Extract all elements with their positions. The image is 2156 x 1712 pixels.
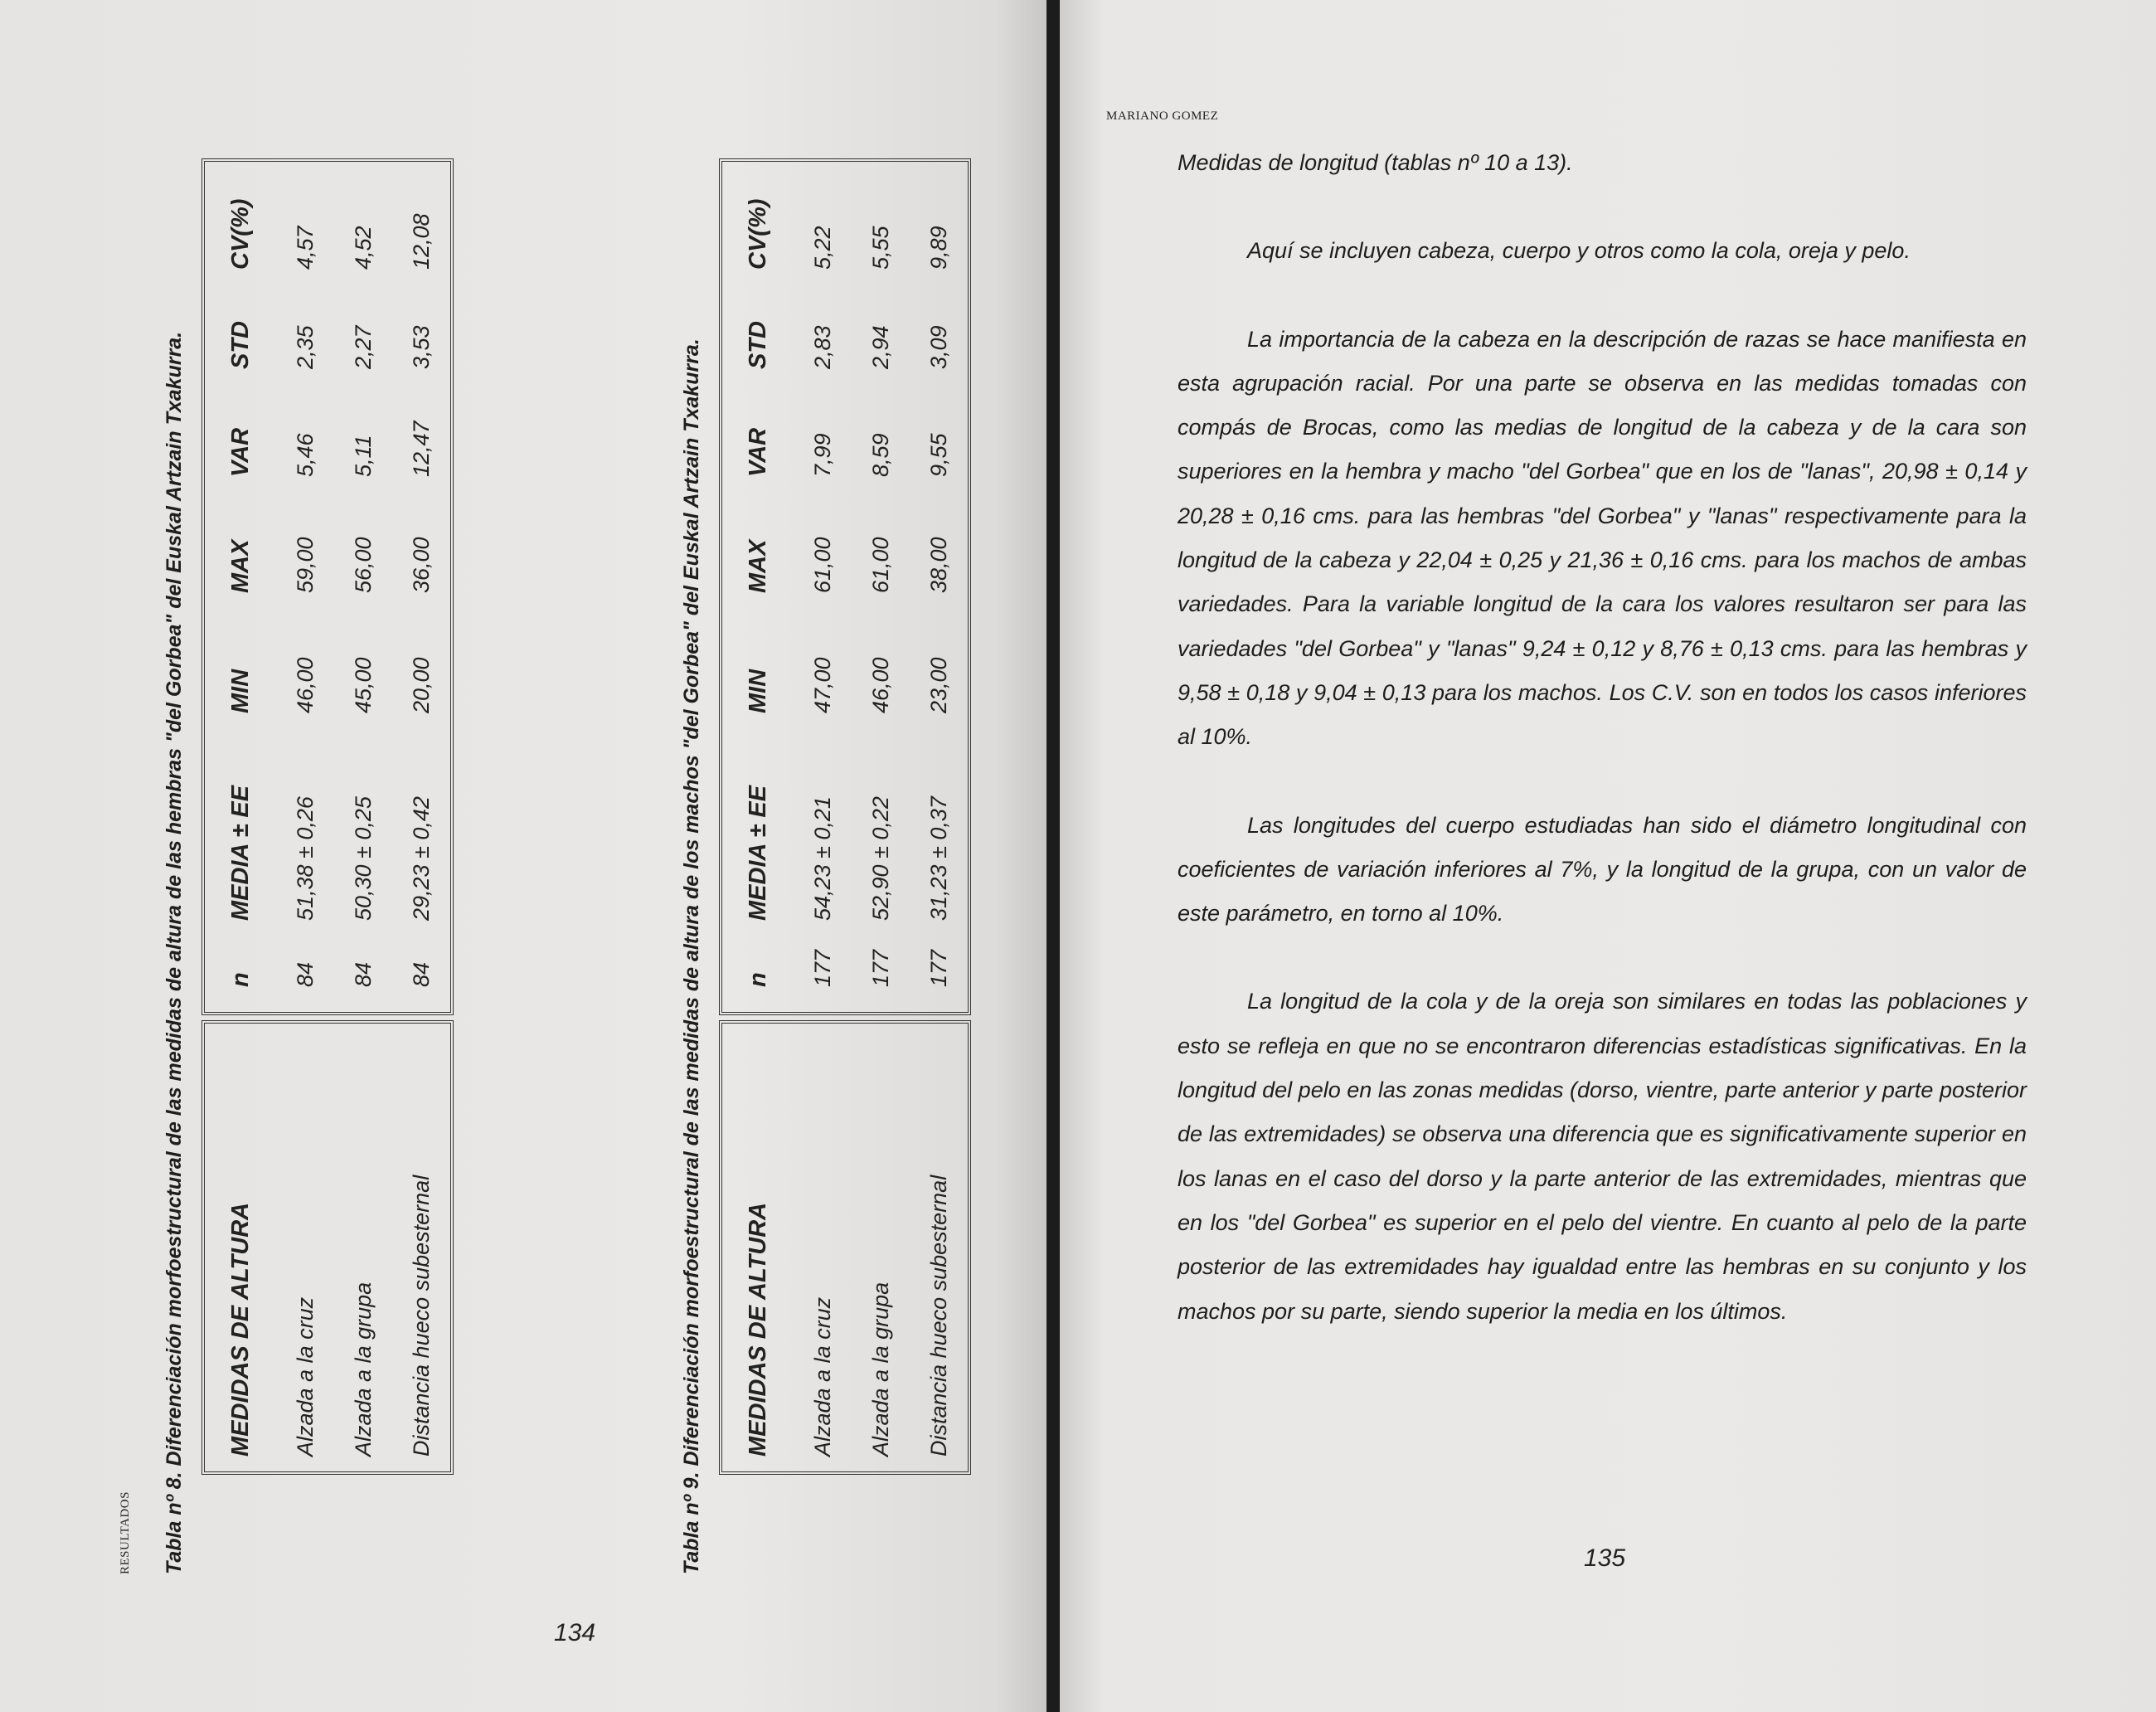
table8-cell: 51,38 ± 0,26 <box>292 796 318 921</box>
table8-col-min: MIN <box>226 669 254 713</box>
table8-row-label: Alzada a la grupa <box>350 1282 376 1457</box>
table9-cell: 47,00 <box>809 657 835 713</box>
running-head-left: RESULTADOS <box>119 1491 132 1574</box>
table9-row-label: Distancia hueco subesternal <box>925 1175 951 1457</box>
table9-cell: 177 <box>925 949 951 987</box>
table9-row-label: Alzada a la cruz <box>809 1296 835 1457</box>
table8-row-label: Distancia hueco subesternal <box>408 1175 434 1457</box>
table8-cell: 12,47 <box>408 421 434 477</box>
table8-cell: 84 <box>350 961 376 987</box>
body-text <box>1178 141 2027 1378</box>
table8-cell: 59,00 <box>292 537 318 593</box>
table8-cell: 29,23 ± 0,42 <box>408 796 434 921</box>
table9-cell: 9,55 <box>925 433 951 477</box>
table9-col-std: STD <box>744 321 771 369</box>
table9-col-n: n <box>744 972 771 987</box>
running-head-right: MARIANO GOMEZ <box>1106 109 1219 123</box>
table9-header-label: MEDIDAS DE ALTURA <box>744 1202 771 1457</box>
page-number-left: 134 <box>554 1619 596 1646</box>
table9-col-min: MIN <box>744 669 771 713</box>
table9-cell: 61,00 <box>867 537 893 593</box>
table9-col-max: MAX <box>744 539 771 593</box>
section-heading: Medidas de longitud (tablas nº 10 a 13). <box>1178 150 1573 175</box>
table8-cell: 5,46 <box>292 433 318 477</box>
table8-cell: 3,53 <box>408 325 434 369</box>
table8-cell: 46,00 <box>292 657 318 713</box>
table8-values-box <box>202 158 454 1015</box>
table9-cell: 177 <box>867 949 893 987</box>
table8-cell: 20,00 <box>408 657 434 713</box>
table8-col-var: VAR <box>226 427 254 477</box>
table8-row-label: Alzada a la cruz <box>292 1296 318 1457</box>
table8-cell: 84 <box>292 961 318 987</box>
book-gutter <box>1046 0 1060 1712</box>
table8-cell: 56,00 <box>350 537 376 593</box>
table8-label-box <box>202 1020 454 1475</box>
table9-label-box <box>719 1020 971 1475</box>
table9-cell: 7,99 <box>809 433 835 477</box>
table9-row-label: Alzada a la grupa <box>867 1282 893 1457</box>
table8-cell: 84 <box>408 961 434 987</box>
table8-cell: 2,27 <box>350 325 376 369</box>
table9-col-cv: CV(%) <box>744 198 771 270</box>
right-page <box>1060 0 2156 1712</box>
table8-cell: 4,52 <box>350 226 376 270</box>
table9-values-box <box>719 158 971 1015</box>
table8-col-std: STD <box>226 321 254 369</box>
table8-caption: Tabla nº 8. Diferenciación morfoestructural de las medidas de altura de las hembras "del Gorbea" del Euskal Artzain Txakurra. <box>163 331 186 1574</box>
table9-cell: 61,00 <box>809 537 835 593</box>
table9-cell: 5,22 <box>809 226 835 270</box>
table9-col-media: MEDIA ± EE <box>744 785 771 921</box>
table8-cell: 2,35 <box>292 325 318 369</box>
table9-caption: Tabla nº 9. Diferenciación morfoestructural de las medidas de altura de los machos "del Gorbea" del Euskal Artzain Txakurra. <box>680 338 703 1574</box>
table9-cell: 2,83 <box>809 325 835 369</box>
table9-cell: 52,90 ± 0,22 <box>867 796 893 921</box>
table9-col-var: VAR <box>744 427 771 477</box>
table9-cell: 8,59 <box>867 433 893 477</box>
paragraph: Las longitudes del cuerpo estudiadas han sido el diámetro longitudinal con coeficientes de variación inferiores al 7%, y la longitud de la grupa, con un valor de este parámetro, en torno al 10%. <box>1178 812 2027 927</box>
table9-cell: 5,55 <box>867 226 893 270</box>
table8-cell: 45,00 <box>350 657 376 713</box>
paragraph: Aquí se incluyen cabeza, cuerpo y otros como la cola, oreja y pelo. <box>1247 238 1911 264</box>
table9-cell: 31,23 ± 0,37 <box>925 796 951 921</box>
paragraph: La longitud de la cola y de la oreja son similares en todas las poblaciones y esto se refleja en que no se encontraron diferencias estadísticas significativas. En la longitud del pelo en las zonas medidas (dorso, vientre, parte anterior y parte posterior de las extremidades) se observa una diferencia que es significativamente superior en los lanas en el caso del dorso y la parte anterior de las extremidades, mientras que en los "del Gorbea" es superior en el pelo del vientre. En cuanto al pelo de la parte posterior de las extremidades hay igualdad entre las hembras en su conjunto y los machos por su parte, siendo superior la media en los últimos. <box>1178 989 2027 1324</box>
table8-cell: 12,08 <box>408 213 434 270</box>
table8-col-max: MAX <box>226 539 254 593</box>
table8-header-label: MEDIDAS DE ALTURA <box>226 1202 254 1457</box>
table9-block <box>680 98 971 1574</box>
table8-cell: 50,30 ± 0,25 <box>350 796 376 921</box>
table8-cell: 5,11 <box>350 435 376 477</box>
table9-cell: 177 <box>809 949 835 987</box>
table9-cell: 54,23 ± 0,21 <box>809 796 835 921</box>
table8-col-n: n <box>226 972 254 987</box>
table8-block <box>163 98 454 1574</box>
paragraph: La importancia de la cabeza en la descripción de razas se hace manifiesta en esta agrupación racial. Por una parte se observa en las medidas tomadas con compás de Brocas, como las medias de longitud de la cabeza y de la cara son superiores en la hembra y macho "del Gorbea" que en los de "lanas", 20,98 ± 0,14 y 20,28 ± 0,16 cms. para las hembras "del Gorbea" y "lanas" respectivamente para la longitud de la cabeza y 22,04 ± 0,25 y 21,36 ± 0,16 cms. para los machos de ambas variedades. Para la variable longitud de la cara los valores resultaron ser para las variedades "del Gorbea" y "lanas" 9,24 ± 0,12 y 8,76 ± 0,13 cms. para las hembras y 9,58 ± 0,18 y 9,04 ± 0,13 para los machos. Los C.V. son en todos los casos inferiores al 10%. <box>1178 326 2027 750</box>
table8-col-cv: CV(%) <box>226 198 254 270</box>
table8-col-media: MEDIA ± EE <box>226 785 254 921</box>
table9-cell: 23,00 <box>925 657 951 713</box>
table8-cell: 36,00 <box>408 537 434 593</box>
table9-cell: 2,94 <box>867 325 893 369</box>
page-number-right: 135 <box>1584 1544 1626 1572</box>
left-page <box>0 0 1046 1712</box>
table8-cell: 4,57 <box>292 226 318 270</box>
table9-cell: 3,09 <box>925 325 951 369</box>
table9-cell: 46,00 <box>867 657 893 713</box>
table9-cell: 38,00 <box>925 537 951 593</box>
table9-cell: 9,89 <box>925 226 951 270</box>
